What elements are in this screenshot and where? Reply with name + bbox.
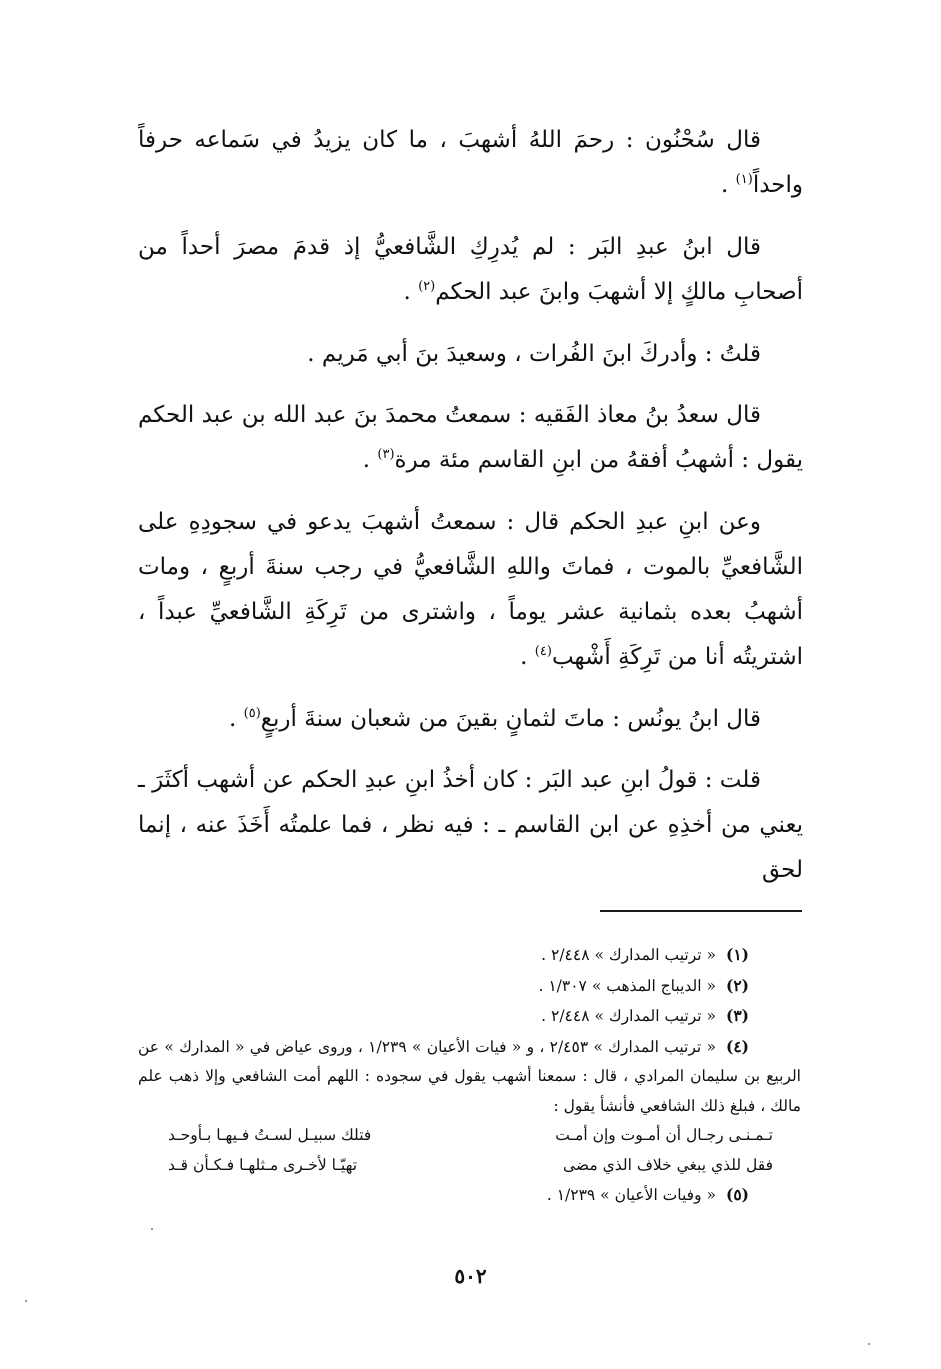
paragraph-ibn-abd-alhakam: وعن ابنِ عبدِ الحكم قال : سمعتُ أشهبَ يدعو في سجودِهِ على الشَّافعيِّ بالموت ، فماتَ واللهِ الشَّافعيُّ في رجب سنةَ أربعٍ ، ومات أشهبُ بعده بثمانية عشر يوماً ، واشترى من تَرِكَةِ الشَّافعيِّ عبداً ، اشتريتُه أنا من تَرِكَةِ أَشْهب$^{(٤)}$ . [138,509,803,670]
footnote-ref-2[interactable]: (٢) [418,279,436,294]
poem-hemistich-first: فقل للذي يبغي خلاف الذي مضى [563,1155,773,1174]
paragraph-ibn-abd-albarr: قال ابنُ عبدِ البَر : لم يُدرِكِ الشَّافعيُّ إذ قدمَ مصرَ أحداً من أصحابِ مالكٍ إلا أشهبَ وابنَ عبد الحكم$^{(٢)}$ . [138,234,803,305]
footnote-separator [600,910,802,912]
scan-speck [151,1228,153,1230]
scan-speck [868,1343,870,1345]
poem-hemistich-second: تهيّـا لأخـرى مـثلهـا فـكـأن قـد [168,1155,358,1174]
main-text [138,118,803,910]
footnote-3: (٣)« ترتيب المدارك » ٢/٤٤٨ . [541,1006,749,1025]
footnote-ref-3[interactable]: (٣) [377,447,395,462]
footnote-ref-1[interactable]: (١) [735,172,753,187]
paragraph-qultu-2: قلت : قولُ ابنِ عبد البَر : كان أخذُ ابنِ عبدِ الحكم عن أشهب أكثَرَ ـ يعني من أخذِهِ عن ابن القاسم ـ : فيه نظر ، فما علمتُه أَخَذَ عنه ، إنما لحق [138,767,803,883]
poem-verse [168,1121,773,1151]
poem-hemistich-first: تـمـنـى رجـال أن أمـوت وإن أمـت [555,1126,773,1144]
footnote-4: (٤)« ترتيب المدارك » ٢/٤٥٣ ، و « فيات الأعيان » ١/٢٣٩ ، وروى عياض في « المدارك » عن الربيع بن سليمان المرادي ، قال : سمعنا أشهب يقول في سجوده : اللهم أمت الشافعي وإلا ذهب علم مالك ، فبلغ ذلك الشافعي فأنشأ يقول : [138,1036,801,1115]
footnote-ref-4[interactable]: (٤) [534,644,552,659]
poem [138,1121,801,1180]
paragraph-qultu-1: قلتُ : وأدركَ ابنَ الفُرات ، وسعيدَ بنَ أبي مَريم . [307,341,761,367]
paragraph-sahnun: قال سُحْنُون : رحمَ اللهُ أشهبَ ، ما كان يزيدُ في سَماعه حرفاً واحداً$^{(١)}$ . [138,127,803,198]
poem-verse [168,1151,773,1181]
paragraph-saad-ibn-muadh: قال سعدُ بنُ معاذ الفَقيه : سمعتُ محمدَ بنَ عبد الله بن عبد الحكم يقول : أشهبُ أفقهُ من ابنِ القاسم مئة مرة$^{(٣)}$ . [138,402,803,473]
footnote-1: (١)« ترتيب المدارك » ٢/٤٤٨ . [541,945,749,964]
footnote-2: (٢)« الديباج المذهب » ١/٣٠٧ . [538,975,749,995]
page-number: ٥٠٢ [454,1264,487,1288]
poem-hemistich-second: فتلك سبيـل لسـتُ فـيهـا بـأوحـد [168,1126,372,1144]
footnote-ref-5[interactable]: (٥) [243,706,261,721]
footnote-5: (٥)« وفيات الأعيان » ١/٢٣٩ . [546,1185,749,1204]
scan-speck [25,1300,27,1302]
paragraph-ibn-yunus: قال ابنُ يونُس : ماتَ لثمانٍ بقينَ من شعبان سنةَ أربعٍ$^{(٥)}$ . [229,706,761,732]
footnotes [138,940,801,1211]
